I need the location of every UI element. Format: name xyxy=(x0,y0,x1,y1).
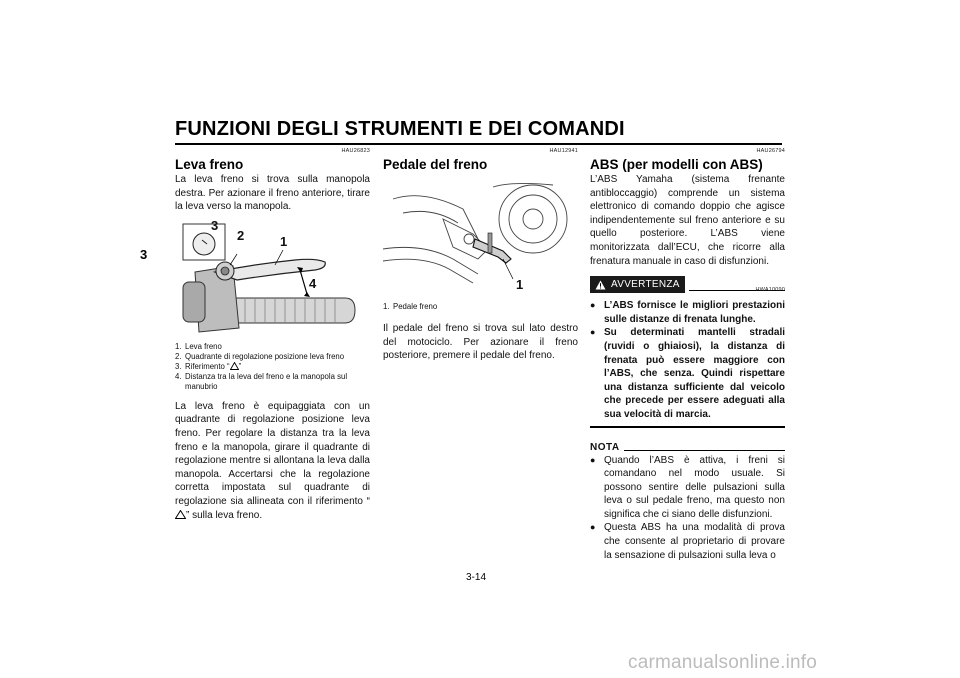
note-label: NOTA xyxy=(590,441,620,453)
column-brake-pedal xyxy=(383,148,578,363)
brake-pedal-illustration xyxy=(383,179,575,297)
caption-item: 1. Leva freno xyxy=(175,341,222,351)
section-code: HAU12941 xyxy=(549,148,578,154)
site-watermark: carmanualsonline.info xyxy=(628,652,818,673)
figure-label-3: 3 xyxy=(211,217,219,233)
warning-list xyxy=(590,299,785,421)
warning-badge xyxy=(590,276,685,293)
caption-item: 4. Distanza tra la leva del freno e la manopola sul manubrio xyxy=(175,371,348,391)
warning-triangle-icon xyxy=(595,280,606,290)
section-heading: Leva freno xyxy=(175,157,244,172)
triangle-mark-icon xyxy=(175,510,186,519)
caption-item: 2. Quadrante di regolazione posizione leva freno xyxy=(175,351,345,361)
page-number: 3-14 xyxy=(466,572,487,583)
section-body: Il pedale del freno si trova sul lato destro del motociclo. Per azionare il freno posteriore, premere il pedale del freno. xyxy=(383,323,578,362)
warning-label: AVVERTENZA xyxy=(611,279,680,291)
note-header xyxy=(590,442,785,453)
page-title: FUNZIONI DEGLI STRUMENTI E DEI COMANDI xyxy=(175,118,625,140)
bullet-icon: ● xyxy=(590,300,596,311)
warning-code: HWA10090 xyxy=(755,287,785,294)
section-intro: La leva freno si trova sulla manopola destra. Per azionare il freno anteriore, tirare la leva verso la manopola. xyxy=(175,174,370,213)
bullet-icon: ● xyxy=(590,327,596,338)
note-rule xyxy=(624,450,785,451)
caption-item: 3. Riferimento “ ” xyxy=(175,361,242,371)
section-body: La leva freno è equipaggiata con un quadrante di regolazione posizione leva freno. Per regolare la distanza tra la leva freno e la manopola, girare il quadrante di regolazione mentre si allontana la leva dalla manopola. Accertarsi che la regolazione corretta impostata sul quadrante di regolazione sia allineata con il riferimento “” sulla leva freno. xyxy=(175,400,370,521)
brake-pedal-figure xyxy=(383,179,575,297)
figure-captions xyxy=(383,302,578,312)
brake-lever-figure xyxy=(175,217,365,338)
warning-item: ● L’ABS fornisce le migliori prestazioni sulle distanze di frenata lunghe. xyxy=(590,300,785,325)
section-intro: L’ABS Yamaha (sistema frenante antibloccaggio) comprende un sistema elettronico di comando doppio che agisce indipendentemente sul freno anteriore e su quello posteriore. L’ABS viene monitorizzata dall’ECU, che ricorre alla frenatura manuale in caso di disfunzioni. xyxy=(590,174,785,267)
caption-item: 1. Pedale freno xyxy=(383,302,438,311)
bullet-icon: ● xyxy=(590,454,596,465)
figure-label-4: 4 xyxy=(309,275,317,291)
warning-end-rule xyxy=(590,426,785,428)
figure-label-1: 1 xyxy=(516,277,524,292)
section-code: HAU26794 xyxy=(756,148,785,154)
figure-label-1: 1 xyxy=(280,233,288,249)
figure-captions xyxy=(175,342,370,392)
title-rule xyxy=(175,143,782,145)
figure-label-2: 2 xyxy=(237,227,245,243)
section-heading: Pedale del freno xyxy=(383,157,488,172)
note-item: ● Quando l’ABS è attiva, i freni si comandano nel modo usuale. Si possono sentire delle pulsazioni sulla leva o sul pedale freno, ma questo non significa che ci siano delle disfunzioni. xyxy=(590,454,785,520)
note-list xyxy=(590,454,785,563)
warning-item: ● Su determinati mantelli stradali (ruvidi o ghiaiosi), la distanza di frenata può essere maggiore con l’ABS, che senza. Quindi rispettare una distanza sufficiente dal veicolo che precede per essere adeguati alla sua velocità di marcia. xyxy=(590,327,785,420)
chapter-tab: 3 xyxy=(140,247,148,262)
triangle-mark-icon xyxy=(230,362,239,370)
section-code: HAU26823 xyxy=(341,148,370,154)
note-item: ● Questa ABS ha una modalità di prova che consente al proprietario di provare la sensazione di pulsazioni sulla leva o xyxy=(590,522,785,561)
brake-lever-illustration xyxy=(175,217,365,338)
bullet-icon: ● xyxy=(590,522,596,533)
column-brake-lever xyxy=(175,148,370,522)
section-heading: ABS (per modelli con ABS) xyxy=(590,157,763,172)
column-abs xyxy=(590,148,785,562)
